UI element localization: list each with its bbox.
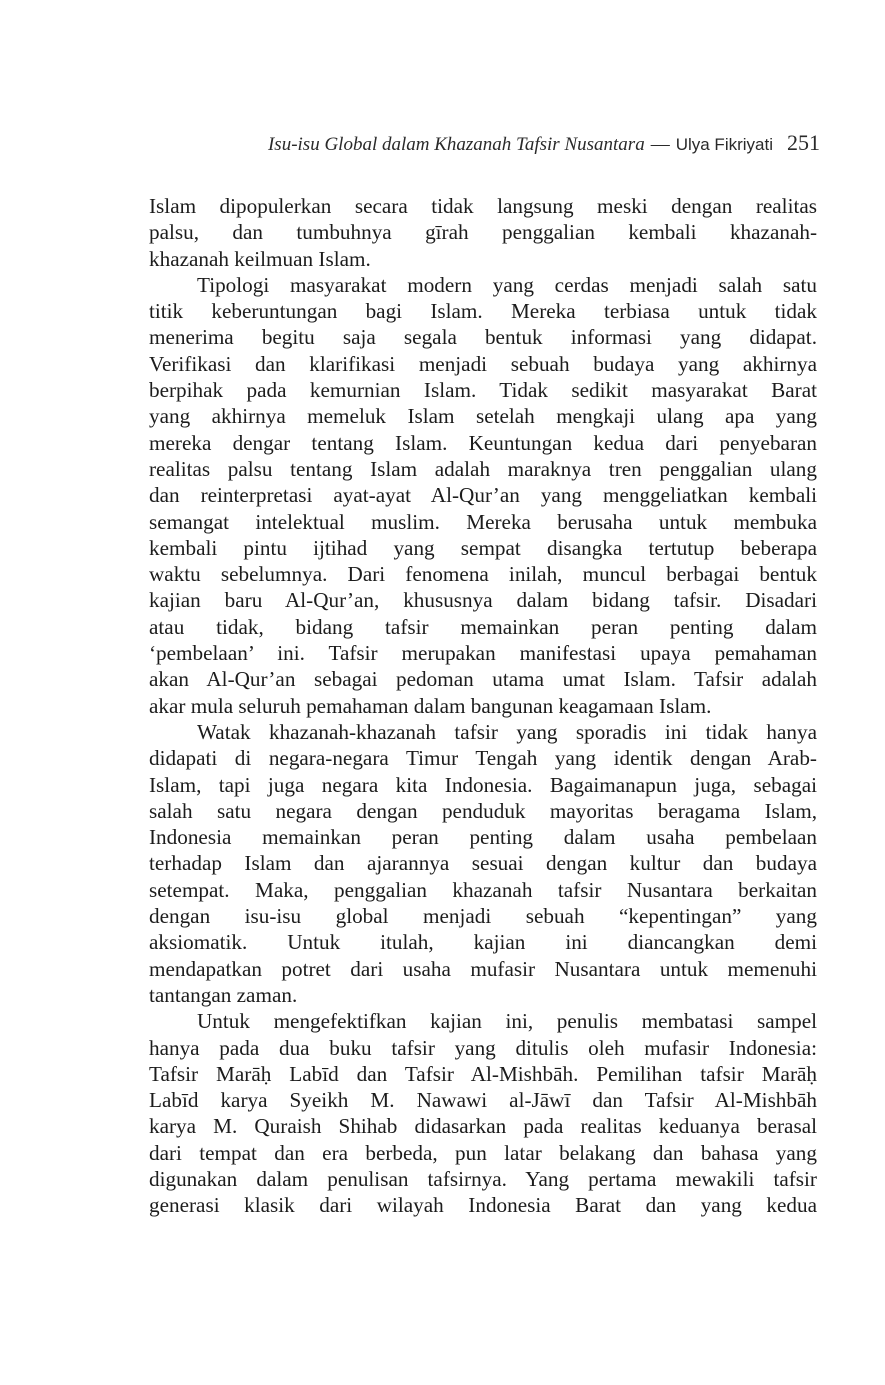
text-line: salah satu negara dengan penduduk mayoritas beragama Islam,: [149, 798, 817, 823]
text-line: akar mula seluruh pemahaman dalam bangunan keagamaan Islam.: [149, 693, 712, 718]
text-line: hanya pada dua buku tafsir yang ditulis oleh mufasir Indonesia:: [149, 1035, 817, 1060]
text-line: mendapatkan potret dari usaha mufasir Nusantara untuk memenuhi: [149, 956, 817, 981]
running-header-author: Ulya Fikriyati: [675, 135, 773, 154]
text-line: realitas palsu tentang Islam adalah maraknya tren penggalian ulang: [149, 456, 817, 481]
text-line: generasi klasik dari wilayah Indonesia Barat dan yang kedua: [149, 1193, 817, 1218]
paragraph-first-line: Untuk mengefektifkan kajian ini, penulis membatasi sampel: [197, 1009, 817, 1034]
body-text: [149, 193, 817, 1219]
text-line: dari tempat dan era berbeda, pun latar belakang dan bahasa yang: [149, 1140, 817, 1165]
text-line: Labīd karya Syeikh M. Nawawi al-Jāwī dan Tafsir Al-Mishbāh: [149, 1088, 817, 1113]
text-line: akan Al-Qur’an sebagai pedoman utama umat Islam. Tafsir adalah: [149, 667, 817, 692]
text-line: dan reinterpretasi ayat-ayat Al-Qur’an yang menggeliatkan kembali: [149, 483, 817, 508]
text-line: kajian baru Al-Qur’an, khususnya dalam bidang tafsir. Disadari: [149, 588, 817, 613]
text-line: dengan isu-isu global menjadi sebuah “kepentingan” yang: [149, 904, 817, 929]
text-line: karya M. Quraish Shihab didasarkan pada realitas keduanya berasal: [149, 1114, 817, 1139]
paragraph-first-line: Watak khazanah-khazanah tafsir yang sporadis ini tidak hanya: [197, 719, 817, 744]
text-line: tantangan zaman.: [149, 982, 298, 1007]
text-line: Verifikasi dan klarifikasi menjadi sebuah budaya yang akhirnya: [149, 351, 817, 376]
page-number: 251: [787, 130, 820, 155]
text-line: Tafsir Marāḥ Labīd dan Tafsir Al-Mishbāh. Pemilihan tafsir Marāḥ: [149, 1061, 817, 1086]
text-line: titik keberuntungan bagi Islam. Mereka terbiasa untuk tidak: [149, 299, 817, 324]
text-line: berpihak pada kemurnian Islam. Tidak sedikit masyarakat Barat: [149, 378, 817, 403]
text-line: aksiomatik. Untuk itulah, kajian ini diancangkan demi: [149, 930, 817, 955]
text-line: yang akhirnya memeluk Islam setelah mengkaji ulang apa yang: [149, 404, 817, 429]
text-line: khazanah keilmuan Islam.: [149, 246, 371, 271]
text-line: palsu, dan tumbuhnya gīrah penggalian kembali khazanah-: [149, 220, 817, 245]
text-line: didapati di negara-negara Timur Tengah yang identik dengan Arab-: [149, 746, 817, 771]
text-line: Islam dipopulerkan secara tidak langsung meski dengan realitas: [149, 194, 817, 218]
running-header-title: Isu-isu Global dalam Khazanah Tafsir Nusantara: [267, 134, 645, 155]
text-line: menerima begitu saja segala bentuk informasi yang didapat.: [149, 325, 817, 350]
text-line: atau tidak, bidang tafsir memainkan peran penting dalam: [149, 614, 817, 639]
text-line: kembali pintu ijtihad yang sempat disangka tertutup beberapa: [149, 535, 817, 560]
running-header: [150, 130, 820, 160]
text-line: terhadap Islam dan ajarannya sesuai dengan kultur dan budaya: [149, 851, 817, 876]
text-line: ‘pembelaan’ ini. Tafsir merupakan manifestasi upaya pemahaman: [149, 641, 817, 666]
text-line: setempat. Maka, penggalian khazanah tafsir Nusantara berkaitan: [149, 877, 817, 902]
running-header-separator: —: [650, 134, 670, 155]
paragraph-first-line: Tipologi masyarakat modern yang cerdas menjadi salah satu: [197, 272, 817, 297]
text-line: Indonesia memainkan peran penting dalam usaha pembelaan: [149, 825, 817, 850]
text-line: semangat intelektual muslim. Mereka berusaha untuk membuka: [149, 509, 817, 534]
text-line: mereka dengar tentang Islam. Keuntungan kedua dari penyebaran: [149, 430, 817, 455]
text-line: digunakan dalam penulisan tafsirnya. Yang pertama mewakili tafsir: [149, 1166, 817, 1191]
text-line: waktu sebelumnya. Dari fenomena inilah, muncul berbagai bentuk: [149, 562, 817, 587]
text-line: Islam, tapi juga negara kita Indonesia. Bagaimanapun juga, sebagai: [149, 772, 817, 797]
